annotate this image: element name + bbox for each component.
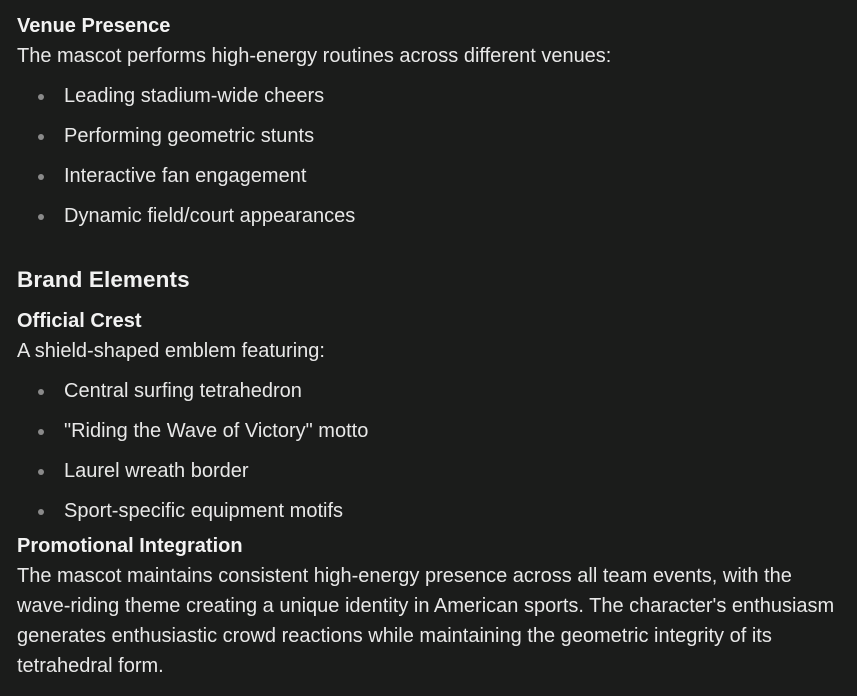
list-item-text: Laurel wreath border — [64, 460, 249, 482]
list-item-text: Interactive fan engagement — [64, 165, 307, 187]
official-crest-heading: Official Crest — [17, 310, 142, 332]
list-item — [17, 116, 847, 156]
bullet-icon — [38, 509, 44, 515]
message-content — [17, 0, 847, 681]
bullet-icon — [38, 214, 44, 220]
list-item — [17, 156, 847, 196]
list-item — [17, 411, 847, 451]
venue-presence-heading: Venue Presence — [17, 15, 171, 37]
promotional-integration-body: The mascot maintains consistent high-energy presence across all team events, with the wave-riding theme creating a unique identity in American sports. The character's enthusiasm generates enthusiastic crowd reactions while maintaining the geometric integrity of its tetrahedral form. — [17, 565, 835, 677]
bullet-icon — [38, 429, 44, 435]
bullet-icon — [38, 94, 44, 100]
list-item — [17, 451, 847, 491]
venue-presence-intro: The mascot performs high-energy routines across different venues: — [17, 45, 612, 67]
list-item — [17, 76, 847, 116]
official-crest-list — [17, 371, 847, 531]
brand-elements-heading: Brand Elements — [17, 267, 190, 292]
bullet-icon — [38, 469, 44, 475]
list-item-text: Central surfing tetrahedron — [64, 380, 302, 402]
list-item — [17, 196, 847, 236]
list-item-text: Dynamic field/court appearances — [64, 205, 356, 227]
list-item-text: "Riding the Wave of Victory" motto — [64, 420, 369, 442]
bullet-icon — [38, 389, 44, 395]
promotional-integration-heading: Promotional Integration — [17, 535, 243, 557]
venue-presence-list — [17, 76, 847, 236]
list-item-text: Performing geometric stunts — [64, 125, 315, 147]
official-crest-intro: A shield-shaped emblem featuring: — [17, 340, 325, 362]
bullet-icon — [38, 174, 44, 180]
list-item-text: Sport-specific equipment motifs — [64, 500, 344, 522]
list-item — [17, 491, 847, 531]
bullet-icon — [38, 134, 44, 140]
list-item-text: Leading stadium-wide cheers — [64, 85, 325, 107]
list-item — [17, 371, 847, 411]
